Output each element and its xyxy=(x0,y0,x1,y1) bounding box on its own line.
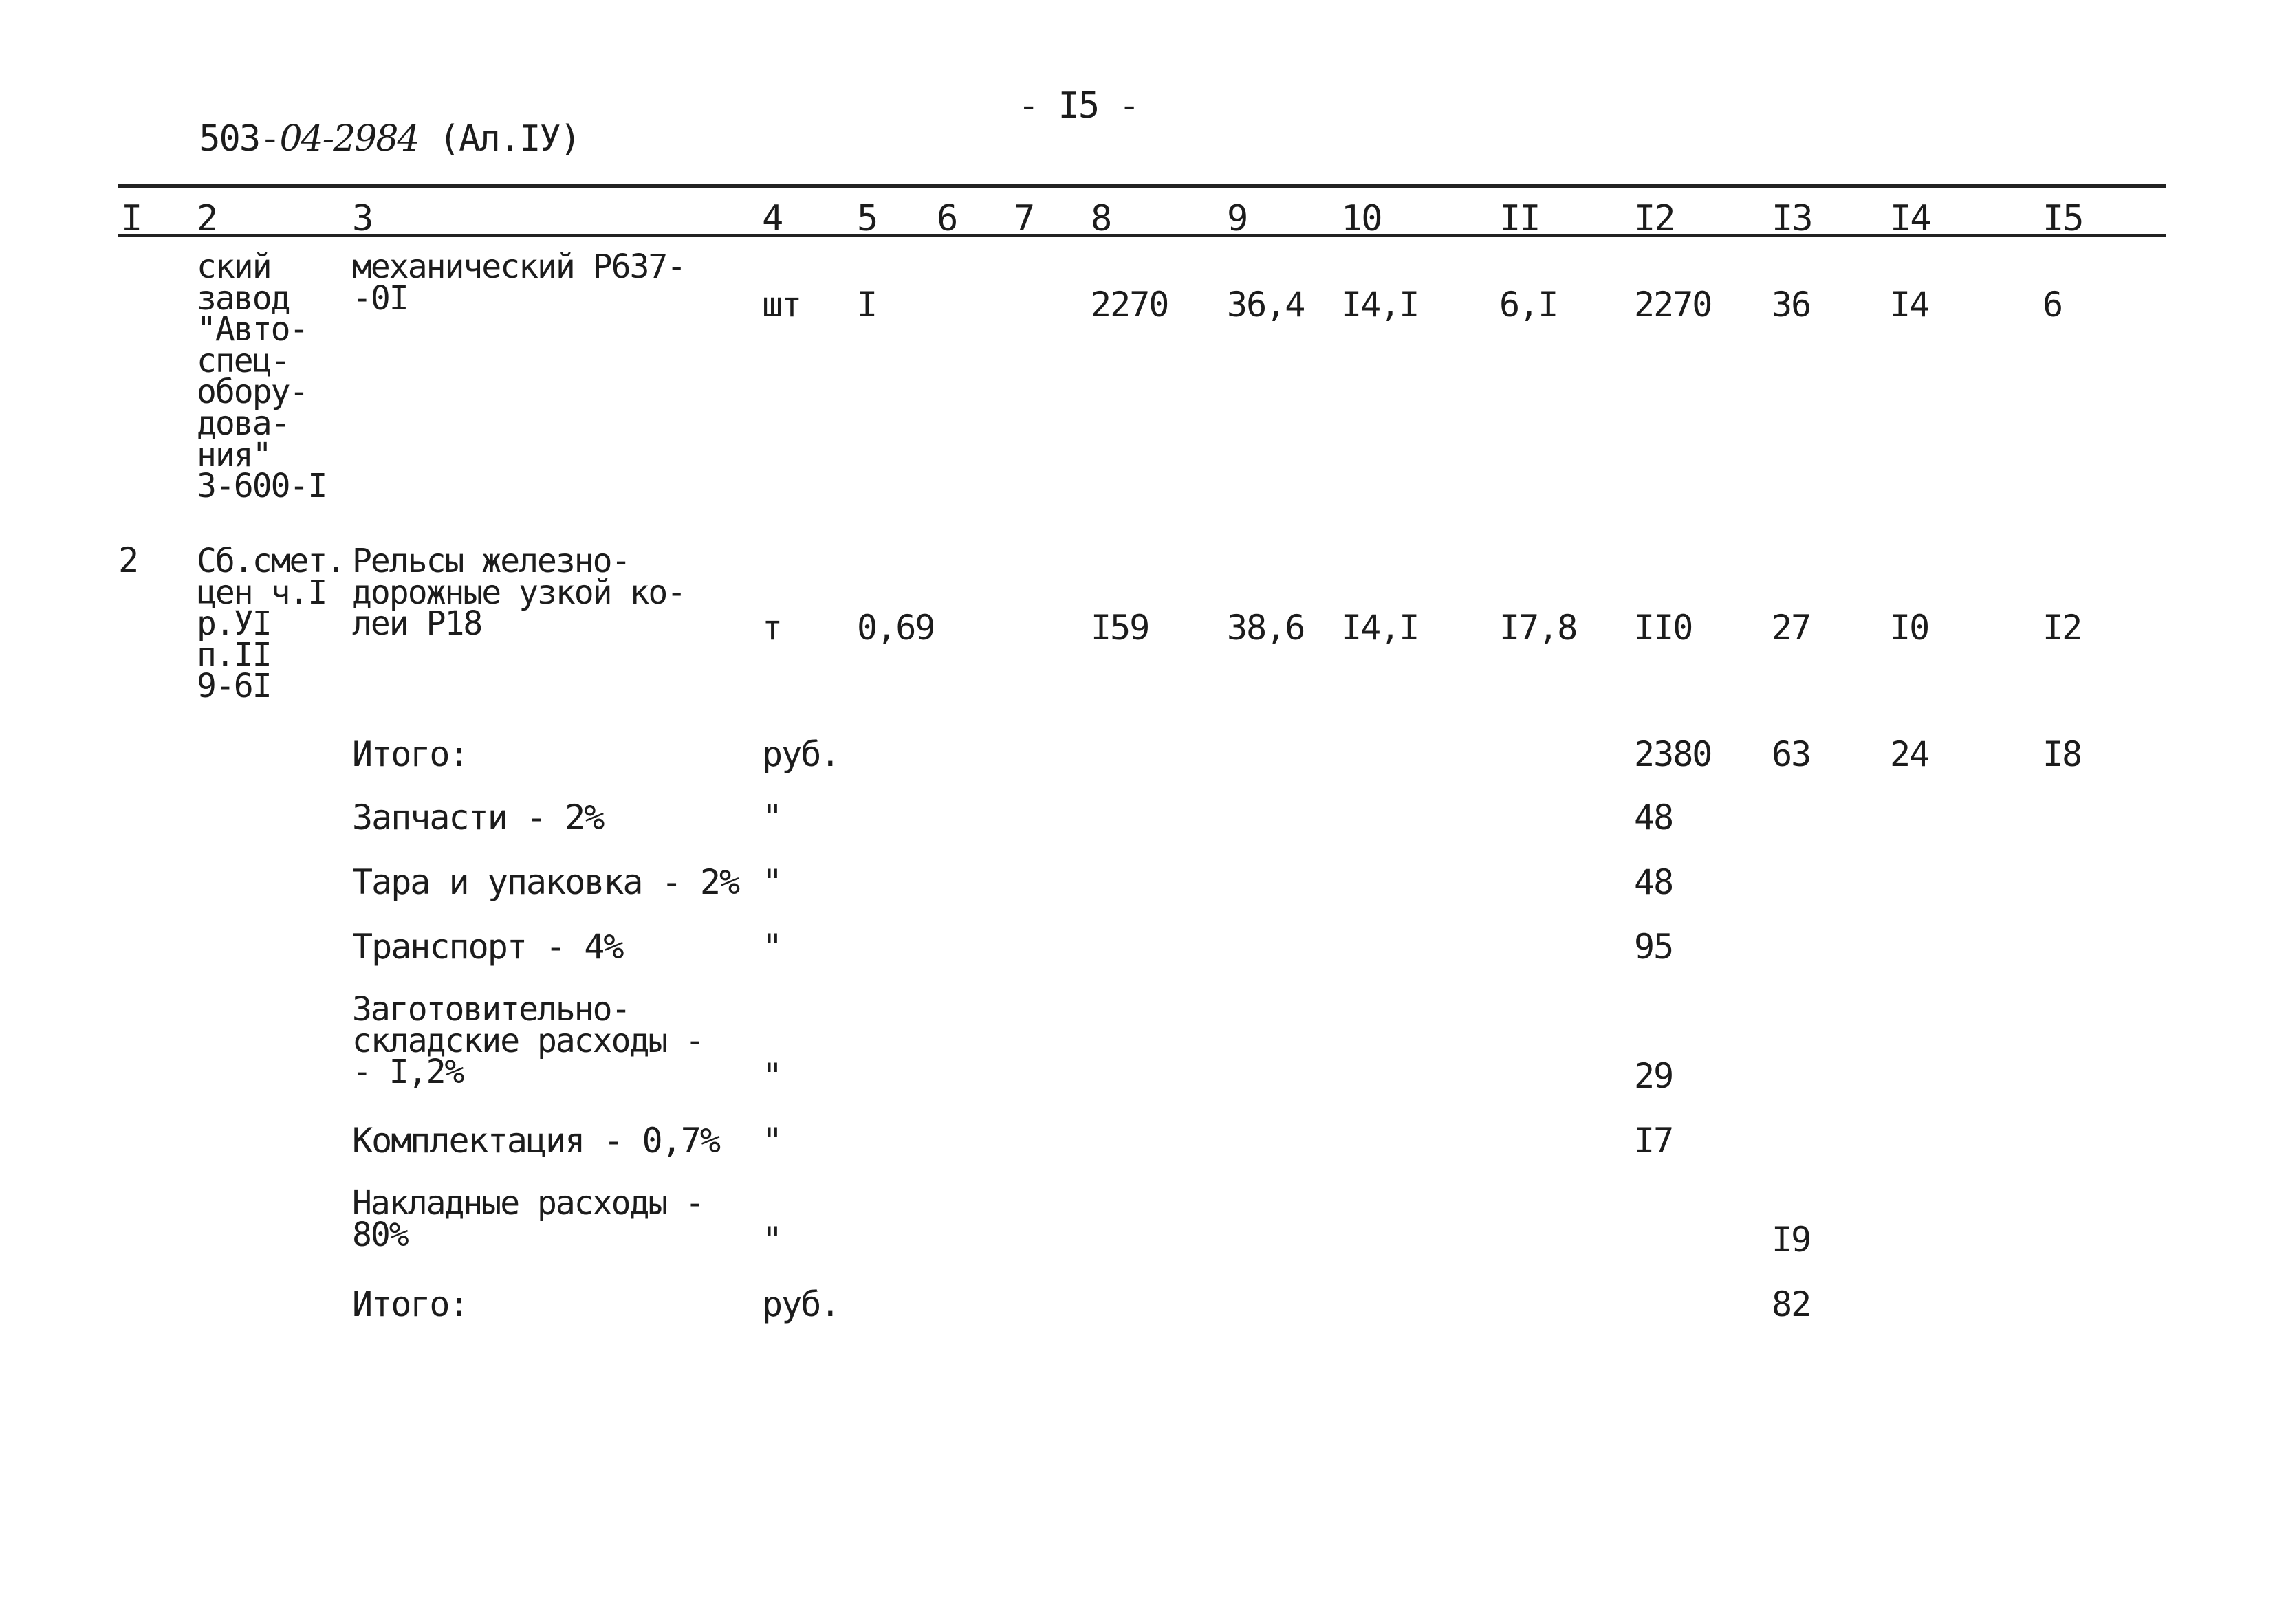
packaging-unit: " xyxy=(762,862,782,902)
row1-col15: 6 xyxy=(2043,285,2062,325)
column-number-13: I3 xyxy=(1772,198,1812,239)
subtotal-col13: 63 xyxy=(1772,734,1811,774)
row2-quantity: 0,69 xyxy=(857,608,935,648)
row2-col12: II0 xyxy=(1634,608,1692,648)
overhead-unit: " xyxy=(762,1220,782,1260)
row2-col10: I4,I xyxy=(1341,608,1419,648)
total-unit: руб. xyxy=(762,1284,840,1324)
row2-description: Рельсы железно- дорожные узкой ко- леи Р18 xyxy=(352,542,686,644)
column-number-2: 2 xyxy=(197,198,217,239)
table-top-rule xyxy=(118,184,2166,188)
row2-number: 2 xyxy=(118,540,138,580)
column-number-8: 8 xyxy=(1091,198,1111,239)
transport-col12: 95 xyxy=(1634,927,1673,967)
column-number-11: II xyxy=(1499,198,1540,239)
assembly-unit: " xyxy=(762,1121,782,1161)
row1-unit: шт xyxy=(762,285,801,325)
subtotal-col14: 24 xyxy=(1890,734,1929,774)
row2-col11: I7,8 xyxy=(1499,608,1577,648)
row1-col10: I4,I xyxy=(1341,285,1419,325)
column-number-12: I2 xyxy=(1634,198,1675,239)
column-number-10: 10 xyxy=(1341,198,1382,239)
column-number-9: 9 xyxy=(1227,198,1248,239)
row1-col14: I4 xyxy=(1890,285,1929,325)
subtotal-col12: 2380 xyxy=(1634,734,1712,774)
column-number-6: 6 xyxy=(937,198,957,239)
row1-col13: 36 xyxy=(1772,285,1811,325)
row1-col9: 36,4 xyxy=(1227,285,1305,325)
table-header-rule xyxy=(118,234,2166,237)
row1-quantity: I xyxy=(857,285,877,325)
row1-col12: 2270 xyxy=(1634,285,1712,325)
subtotal-unit: руб. xyxy=(762,734,840,774)
subtotal-col15: I8 xyxy=(2043,734,2082,774)
storage-costs-col12: 29 xyxy=(1634,1056,1673,1096)
column-number-7: 7 xyxy=(1014,198,1034,239)
row1-description: механический Р637- -0I xyxy=(352,248,686,318)
column-number-3: 3 xyxy=(352,198,373,239)
row1-supplier: ский завод "Авто- спец- обору- дова- ния" 3-600-I xyxy=(197,248,327,506)
transport-label: Транспорт - 4% xyxy=(352,927,623,967)
spare-parts-unit: " xyxy=(762,798,782,837)
document-code-suffix: (Ал.IУ) xyxy=(438,118,580,160)
column-number-14: I4 xyxy=(1890,198,1930,239)
row2-col9: 38,6 xyxy=(1227,608,1305,648)
spare-parts-label: Запчасти - 2% xyxy=(352,798,604,837)
spare-parts-col12: 48 xyxy=(1634,798,1673,837)
transport-unit: " xyxy=(762,927,782,967)
page-number: - I5 - xyxy=(1018,85,1139,127)
total-label: Итого: xyxy=(352,1284,468,1324)
row2-col15: I2 xyxy=(2043,608,2082,648)
column-number-1: I xyxy=(121,198,142,239)
row1-col11: 6,I xyxy=(1499,285,1558,325)
subtotal-label: Итого: xyxy=(352,734,468,774)
document-code-prefix: 503- xyxy=(199,118,280,160)
row2-source: Сб.смет. цен ч.I р.УI п.II 9-6I xyxy=(197,542,345,706)
row2-col14: I0 xyxy=(1890,608,1929,648)
assembly-col12: I7 xyxy=(1634,1121,1673,1161)
overhead-col13: I9 xyxy=(1772,1220,1811,1260)
row2-unit: т xyxy=(762,608,782,648)
column-number-15: I5 xyxy=(2043,198,2083,239)
packaging-label: Тара и упаковка - 2% xyxy=(352,862,739,902)
document-code xyxy=(118,85,580,193)
document-code-handwritten: 04-2984 xyxy=(279,118,419,160)
packaging-col12: 48 xyxy=(1634,862,1673,902)
row2-col8: I59 xyxy=(1091,608,1149,648)
assembly-label: Комплектация - 0,7% xyxy=(352,1121,719,1161)
row1-col8: 2270 xyxy=(1091,285,1168,325)
total-col13: 82 xyxy=(1772,1284,1811,1324)
column-number-4: 4 xyxy=(762,198,783,239)
storage-costs-label: Заготовительно- складские расходы - - I,2% xyxy=(352,990,704,1092)
storage-costs-unit: " xyxy=(762,1056,782,1096)
overhead-label: Накладные расходы - 80% xyxy=(352,1184,704,1254)
row2-col13: 27 xyxy=(1772,608,1811,648)
column-number-5: 5 xyxy=(857,198,878,239)
